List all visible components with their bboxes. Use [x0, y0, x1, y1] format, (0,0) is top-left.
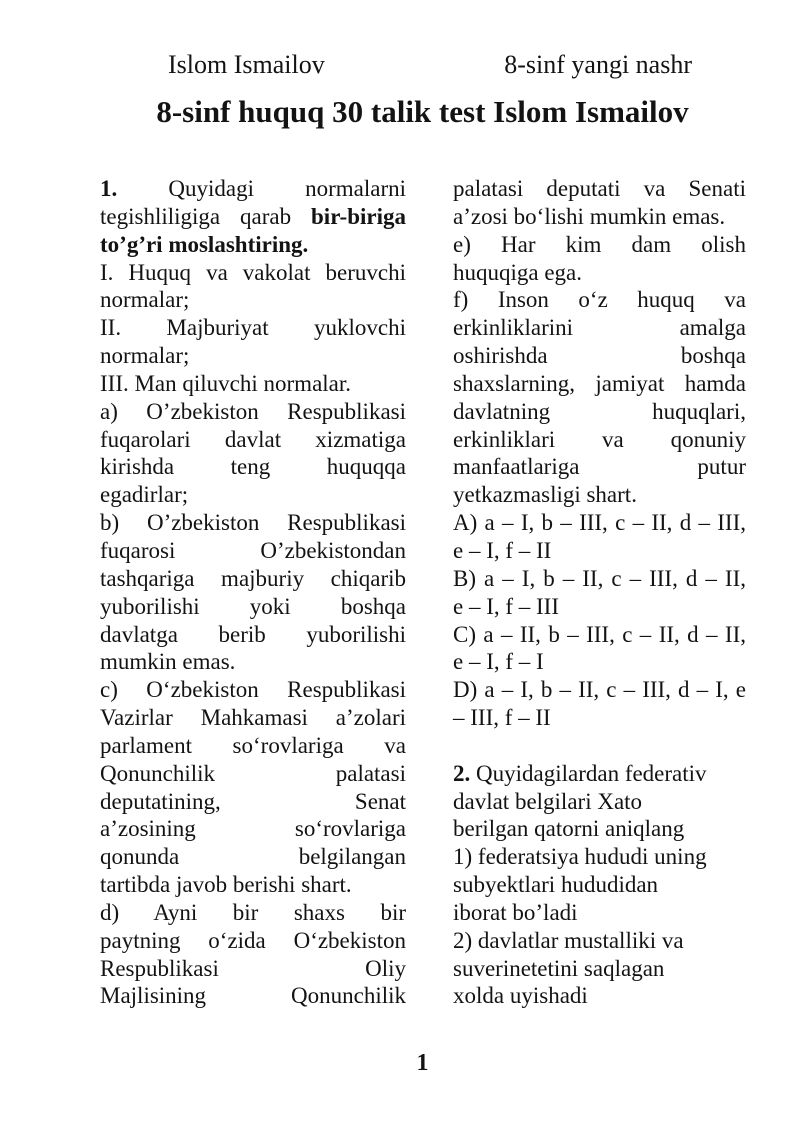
text-segment: xolda uyishadi	[453, 983, 588, 1009]
text-line	[100, 370, 406, 398]
text-segment: e – I, f – III	[453, 593, 560, 619]
text-line	[453, 481, 746, 509]
text-line	[100, 732, 406, 760]
text-line	[100, 955, 406, 983]
text-line	[453, 899, 746, 927]
text-line	[100, 927, 406, 955]
text-line	[100, 593, 406, 621]
text-line	[453, 537, 746, 565]
text-segment: e – I, f – I	[453, 649, 544, 675]
text-segment: yetkazmasligi shart.	[453, 482, 637, 508]
text-segment: c) O‘zbekiston Respublikasi	[100, 677, 406, 703]
text-line	[453, 621, 746, 649]
text-segment: normalar;	[100, 287, 190, 313]
bold-text-segment: 2.	[453, 760, 471, 786]
text-line	[100, 788, 406, 816]
text-segment: a) O’zbekiston Respublikasi	[100, 398, 406, 424]
text-segment: mumkin emas.	[100, 649, 236, 675]
text-line	[100, 815, 406, 843]
page-header	[100, 0, 745, 80]
document-title: 8-sinf huquq 30 talik test Islom Ismailov	[156, 94, 689, 129]
blank-line	[453, 732, 746, 760]
text-segment: kirishda teng huquqqa	[100, 454, 406, 480]
text-line	[453, 593, 746, 621]
text-segment: a’zosi bo‘lishi mumkin emas.	[453, 203, 726, 229]
text-line	[100, 453, 406, 481]
header-edition: 8-sinf yangi nashr	[504, 50, 692, 79]
text-segment: III. Man qiluvchi normalar.	[100, 370, 352, 396]
text-line	[100, 259, 406, 287]
text-line	[453, 426, 746, 454]
text-segment: b) O’zbekiston Respublikasi	[100, 510, 406, 536]
text-column-left	[100, 175, 406, 1010]
text-segment: Majlisining Qonunchilik	[100, 983, 406, 1009]
text-segment: deputatining, Senat	[100, 788, 406, 814]
text-segment: parlament so‘rovlariga va	[100, 732, 406, 758]
text-segment: huquqiga ega.	[453, 259, 583, 285]
text-line	[100, 982, 406, 1010]
text-segment: palatasi deputati va Senati	[453, 176, 746, 201]
text-segment: e) Har kim dam olish	[453, 231, 746, 257]
text-segment: erkinliklari va qonuniy	[453, 426, 746, 452]
text-line	[453, 259, 746, 287]
text-line	[453, 955, 746, 983]
text-segment: normalar;	[100, 343, 190, 369]
text-line	[100, 398, 406, 426]
bold-text-segment: 1.	[100, 176, 118, 201]
text-segment: egadirlar;	[100, 482, 189, 508]
header-author: Islom Ismailov	[168, 50, 325, 79]
text-segment: – III, f – II	[453, 705, 551, 731]
text-line	[453, 314, 746, 342]
text-line	[453, 509, 746, 537]
text-segment: davlatning huquqlari,	[453, 398, 746, 424]
text-line	[453, 982, 746, 1010]
text-segment: davlatga berib yuborilishi	[100, 621, 406, 647]
text-line	[453, 760, 746, 788]
text-segment: 2) davlatlar mustalliki va	[453, 927, 684, 953]
text-line	[453, 203, 746, 231]
text-line	[100, 565, 406, 593]
bold-text-segment: bir-biriga	[311, 203, 406, 229]
text-segment: subyektlari hududidan	[453, 872, 659, 898]
text-line	[100, 314, 406, 342]
text-line	[100, 704, 406, 732]
text-line	[100, 676, 406, 704]
text-line	[100, 175, 406, 203]
text-segment: I. Huquq va vakolat beruvchi	[100, 259, 406, 285]
text-line	[100, 537, 406, 565]
text-segment: erkinliklarini amalga	[453, 315, 746, 341]
text-line	[100, 231, 406, 259]
text-line	[100, 648, 406, 676]
text-line	[453, 565, 746, 593]
text-line	[453, 286, 746, 314]
text-segment: C) a – II, b – III, c – II, d – II,	[453, 621, 746, 647]
text-line	[453, 370, 746, 398]
two-column-body	[100, 175, 800, 1010]
text-column-right	[453, 175, 746, 1010]
bold-text-segment: to’g’ri moslashtiring.	[100, 231, 309, 257]
page-number: 1	[416, 1050, 429, 1076]
text-line	[100, 843, 406, 871]
text-segment: tashqariga majburiy chiqarib	[100, 565, 406, 591]
text-line	[453, 175, 746, 203]
text-line	[100, 286, 406, 314]
text-segment: davlat belgilari Xato	[453, 788, 643, 814]
text-segment: Vazirlar Mahkamasi a’zolari	[100, 705, 406, 731]
text-segment: f) Inson o‘z huquq va	[453, 287, 746, 313]
text-segment: e – I, f – II	[453, 537, 552, 563]
text-line	[453, 788, 746, 816]
text-segment: iborat bo’ladi	[453, 899, 578, 925]
text-line	[453, 871, 746, 899]
text-line	[453, 398, 746, 426]
text-segment: A) a – I, b – III, c – II, d – III,	[453, 510, 746, 536]
text-segment: Quyidagi normalarni	[117, 176, 406, 201]
text-line	[100, 342, 406, 370]
text-line	[100, 203, 406, 231]
text-segment: Qonunchilik palatasi	[100, 760, 406, 786]
text-line	[100, 481, 406, 509]
text-segment: 1) federatsiya hududi uning	[453, 844, 707, 870]
text-segment: Quyidagilardan federativ	[470, 760, 707, 786]
text-segment: Respublikasi Oliy	[100, 955, 406, 981]
text-segment: qonunda belgilangan	[100, 844, 406, 870]
text-segment: paytning o‘zida O‘zbekiston	[100, 927, 406, 953]
text-segment: d) Ayni bir shaxs bir	[100, 899, 406, 925]
text-segment: II. Majburiyat yuklovchi	[100, 315, 406, 341]
text-line	[453, 342, 746, 370]
text-segment: a’zosining so‘rovlariga	[100, 816, 406, 842]
text-segment: berilgan qatorni aniqlang	[453, 816, 685, 842]
text-line	[453, 843, 746, 871]
text-segment: fuqarosi O’zbekistondan	[100, 537, 406, 563]
text-segment: tartibda javob berishi shart.	[100, 872, 352, 898]
text-line	[453, 231, 746, 259]
text-segment: yuborilishi yoki boshqa	[100, 593, 406, 619]
text-line	[453, 927, 746, 955]
text-segment: fuqarolari davlat xizmatiga	[100, 426, 406, 452]
text-line	[453, 676, 746, 704]
text-line	[453, 453, 746, 481]
text-segment: B) a – I, b – II, c – III, d – II,	[453, 565, 746, 591]
text-segment: D) a – I, b – II, c – III, d – I, e	[453, 677, 746, 703]
text-line	[100, 621, 406, 649]
text-line	[453, 815, 746, 843]
text-line	[100, 899, 406, 927]
text-segment: tegishliligiga qarab	[100, 203, 312, 229]
text-segment: manfaatlariga putur	[453, 454, 746, 480]
text-line	[453, 648, 746, 676]
text-line	[453, 704, 746, 732]
text-line	[100, 871, 406, 899]
text-line	[100, 509, 406, 537]
text-line	[100, 426, 406, 454]
text-segment: shaxslarning, jamiyat hamda	[453, 370, 746, 396]
text-segment: oshirishda boshqa	[453, 343, 746, 369]
text-line	[100, 760, 406, 788]
text-segment: suverinetetini saqlagan	[453, 955, 665, 981]
